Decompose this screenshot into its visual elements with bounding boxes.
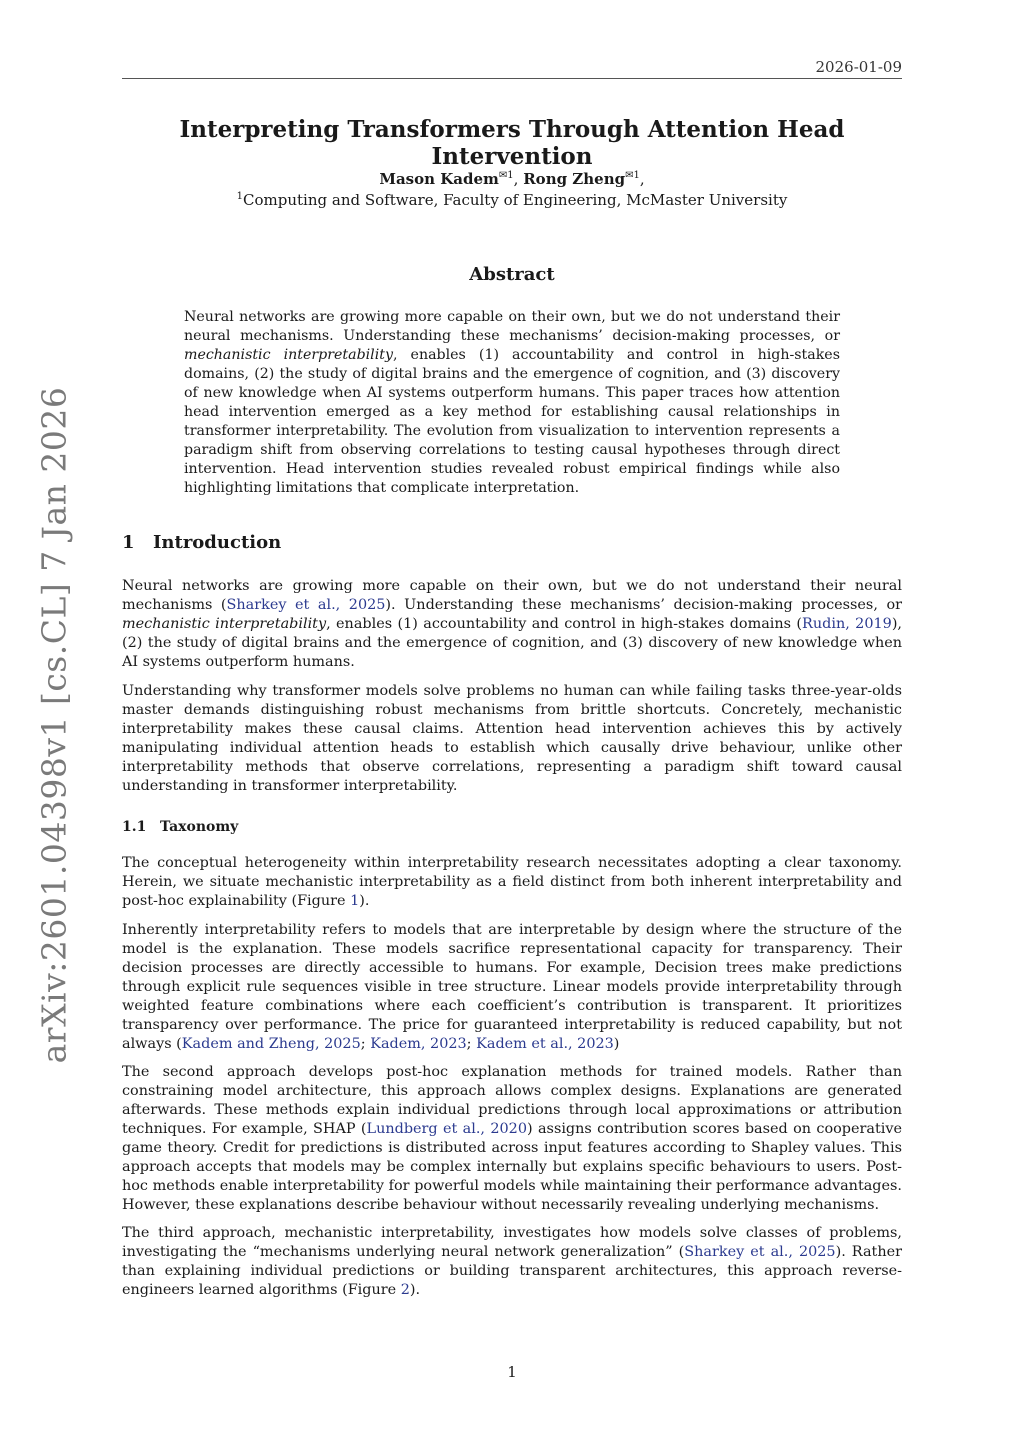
- intro-paragraph-2: Understanding why transformer models solve problems no human can while failing tasks three-year-olds master demands distinguishing robust mechanisms from brittle shortcuts. Concretely, mechanistic interpretability makes these causal claims. Attention head intervention achieves this by actively manipulating individual attention heads to establish which causally drive behaviour, unlike other interpretability methods that observe correlations, representing a paradigm shift toward causal understanding in transformer interpretability.: [122, 683, 902, 794]
- author-list: Mason Kadem$^{✉1}$, Rong Zheng$^{✉1}$,: [379, 170, 645, 188]
- taxonomy-paragraph-1: The conceptual heterogeneity within interpretability research necessitates adopting a clear taxonomy. Herein, we situate mechanistic interpretability as a field distinct from both inherent interpretability and post-hoc explainability (Figure 1).: [122, 855, 902, 909]
- page-number: 1: [507, 1363, 517, 1381]
- affiliation: [122, 191, 902, 209]
- author-name: Mason Kadem: [379, 170, 499, 188]
- figure-ref-link[interactable]: 2: [400, 1282, 410, 1298]
- taxonomy-paragraph-2: Inherently interpretability refers to models that are interpretable by design where the structure of the model is the explanation. These models sacrifice representational capacity for transparency. Their decision processes are directly accessible to humans. For example, Decision trees make predictions through explicit rule sequences visible in tree structure. Linear models provide interpretability through weighted feature combinations where each coefficient’s contribution is transparent. It prioritizes transparency over performance. The price for guaranteed interpretability is reduced capability, but not always (Kadem and Zheng, 2025; Kadem, 2023; Kadem et al., 2023): [122, 922, 902, 1052]
- header-date: 2026-01-09: [815, 58, 902, 76]
- author-affiliation-mark: ✉1: [498, 170, 514, 181]
- taxonomy-paragraph-3: The second approach develops post-hoc explanation methods for trained models. Rather than constraining model architecture, this approach allows complex designs. Explanations are generated afterwards. These methods explain individual predictions through local approximations or attribution techniques. For example, SHAP (Lundberg et al., 2020) assigns contribution scores based on cooperative game theory. Credit for predictions is distributed across input features according to Shapley values. This approach accepts that models may be complex internally but explains specific behaviours to users. Post-hoc methods enable interpretability for powerful models while maintaining their performance advantages. However, these explanations describe behaviour without necessarily revealing underlying mechanisms.: [122, 1064, 903, 1213]
- affiliation-text: Computing and Software, Faculty of Engineering, McMaster University: [243, 191, 788, 209]
- citation-link[interactable]: Kadem et al., 2023: [476, 1036, 614, 1052]
- abstract-heading: Abstract: [469, 264, 555, 285]
- citation-link[interactable]: Kadem, 2023: [370, 1036, 467, 1052]
- intro-paragraph-1: Neural networks are growing more capable on their own, but we do not understand their neural mechanisms (Sharkey et al., 2025). Understanding these mechanisms’ decision-making processes, or mechanistic interpretability, enables (1) accountability and control in high-stakes domains (Rudin, 2019), (2) the study of digital brains and the emergence of cognition, and (3) discovery of new knowledge when AI systems outperform humans.: [122, 578, 903, 670]
- arxiv-stamp: arXiv:2601.04398v1 [cs.CL] 7 Jan 2026: [34, 386, 74, 1064]
- affiliation-mark: 1: [236, 191, 244, 202]
- citation-link[interactable]: Lundberg et al., 2020: [366, 1121, 527, 1137]
- author-affiliation-mark: ✉1: [625, 170, 640, 181]
- citation-link[interactable]: Sharkey et al., 2025: [684, 1244, 836, 1260]
- subsection-heading-taxonomy: 1.1 Taxonomy: [122, 819, 239, 835]
- paper-title: Interpreting Transformers Through Attention Head Intervention: [179, 116, 845, 170]
- citation-link[interactable]: Sharkey et al., 2025: [226, 597, 386, 613]
- header-rule: [122, 78, 902, 79]
- citation-link[interactable]: Rudin, 2019: [802, 616, 892, 632]
- citation-link[interactable]: Kadem and Zheng, 2025: [181, 1036, 361, 1052]
- author-name: Rong Zheng: [523, 170, 626, 188]
- abstract-body: Neural networks are growing more capable on their own, but we do not understand their neural mechanisms. Understanding these mechanisms’ decision-making processes, or mechanistic interpretability, enables (1) accountability and control in high-stakes domains, (2) the study of digital brains and the emergence of cognition, and (3) discovery of new knowledge when AI systems outperform humans. This paper traces how attention head intervention emerged as a key method for establishing causal relationships in transformer interpretability. The evolution from visualization to intervention represents a paradigm shift from observing correlations to testing causal hypotheses through direct intervention. Head intervention studies revealed robust empirical findings while also highlighting limitations that complicate interpretation.: [184, 309, 840, 496]
- taxonomy-paragraph-4: The third approach, mechanistic interpretability, investigates how models solve classes of problems, investigating the “mechanisms underlying neural network generalization” (Sharkey et al., 2025). Rather than explaining individual predictions or building transparent architectures, this approach reverse-engineers learned algorithms (Figure 2).: [122, 1225, 902, 1298]
- figure-ref-link[interactable]: 1: [350, 893, 360, 909]
- section-heading-introduction: 1 Introduction: [122, 532, 282, 553]
